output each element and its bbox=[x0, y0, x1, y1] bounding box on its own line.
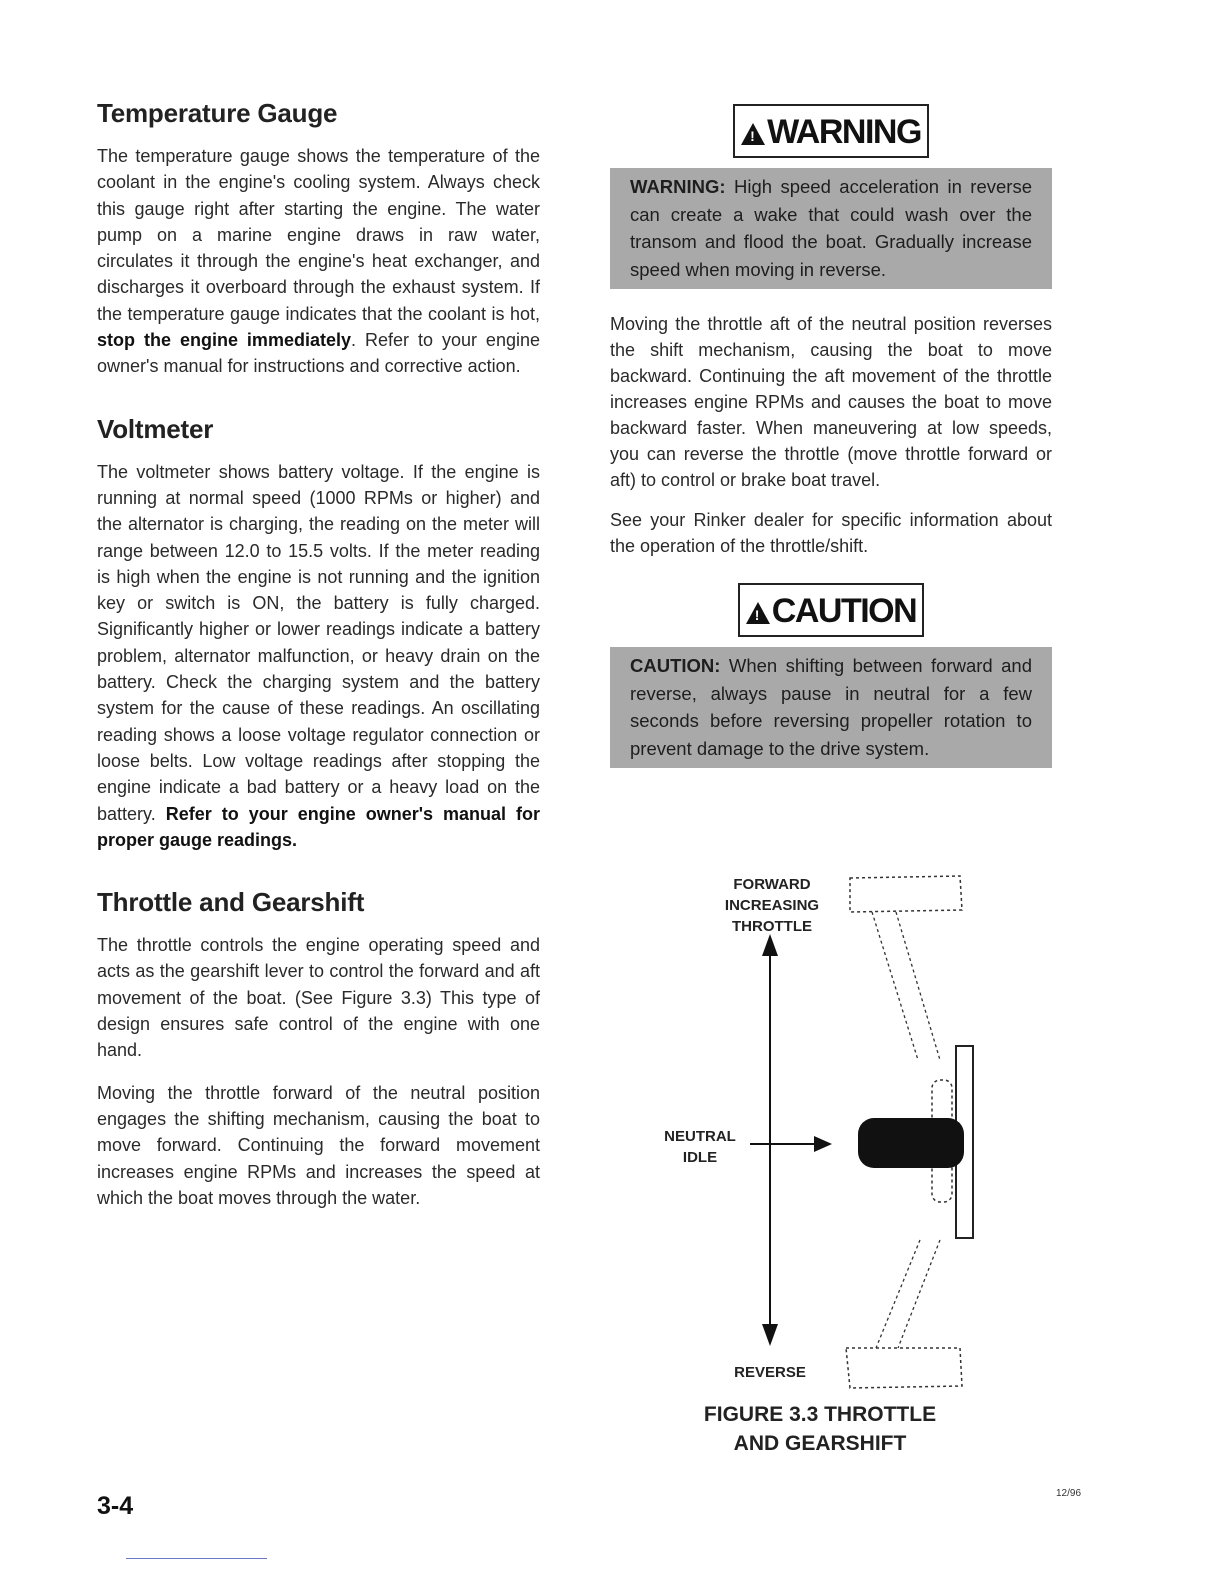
reverse-text: Moving the throttle aft of the neutral position reverses the shift mechanism, causing the boat to move backward. Continuing the aft movement of the throttle increases engine RPMs and causes the boat to move backward faster. When maneuvering at low speeds, you can reverse the throttle (move throttle forward or aft) to control or brake boat travel. bbox=[610, 314, 1052, 490]
up-arrow-head bbox=[762, 934, 778, 956]
voltmeter-heading: Voltmeter bbox=[97, 413, 214, 444]
down-arrow-head bbox=[762, 1324, 778, 1346]
left-column bbox=[97, 98, 540, 1211]
throttle-text-2: Moving the throttle forward of the neutral position engages the shifting mechanism, causing the boat to move forward. Continuing the forward movement increases engine RPMs and increases the speed at which the boat moves through the water. bbox=[97, 1082, 540, 1208]
warning-text: WARNING: High speed acceleration in reverse can create a wake that could wash over the transom and flood the boat. Gradually increase speed when moving in reverse. bbox=[630, 176, 1032, 280]
caution-label: CAUTION: bbox=[630, 655, 721, 676]
reverse-label: REVERSE bbox=[734, 1364, 806, 1381]
warning-box bbox=[610, 168, 1052, 289]
neutral-arrow-head bbox=[814, 1136, 832, 1152]
figure-caption: FIGURE 3.3 THROTTLE AND GEARSHIFT bbox=[703, 1403, 937, 1455]
throttle-text-1: The throttle controls the engine operating speed and acts as the gearshift lever to control the forward and aft movement of the boat. (See Figure 3.3) This type of design ensures safe control of the engine with one hand. bbox=[97, 935, 540, 1061]
warning-triangle-icon bbox=[741, 123, 765, 145]
forward-ghost-lever bbox=[872, 912, 940, 1060]
reverse-ghost-handle bbox=[846, 1348, 962, 1388]
reverse-ghost-lever bbox=[876, 1240, 940, 1348]
warning-label: WARNING: bbox=[630, 176, 726, 197]
caution-title: !CAUTION bbox=[738, 583, 924, 637]
warning-title: !WARNING bbox=[733, 104, 929, 158]
right-column bbox=[610, 104, 1052, 768]
date-code: 12/96 bbox=[1056, 1488, 1082, 1499]
neutral-label: NEUTRAL IDLE bbox=[664, 1128, 736, 1166]
temperature-gauge-heading: Temperature Gauge bbox=[97, 98, 338, 128]
stop-engine-emphasis: stop the engine immediately bbox=[97, 330, 351, 351]
forward-label: FORWARD INCREASING THROTTLE bbox=[724, 876, 820, 935]
throttle-gearshift-heading: Throttle and Gearshift bbox=[97, 887, 365, 918]
caution-box bbox=[610, 647, 1052, 768]
forward-ghost-handle bbox=[850, 876, 962, 912]
caution-triangle-icon bbox=[746, 602, 770, 624]
neutral-handle bbox=[858, 1118, 964, 1168]
underline-bar bbox=[126, 1558, 267, 1559]
throttle-figure bbox=[610, 860, 1052, 1480]
voltmeter-text: The voltmeter shows battery voltage. If the engine is running at normal speed (1000 RPMs or higher) and the alternator is charging, the reading on the meter will range between 12.0 to 15.5 volts. If the meter reading is high when the engine is not running and the ignition key or switch is ON, the battery is fully charged. Significantly higher or lower readings indicate a battery problem, alternator malfunction, or heavy drain on the battery. Check the charging system and the battery system for the cause of these readings. An oscillating reading shows a loose voltage regulator connection or loose belts. Low voltage readings after stopping the engine indicate a bad battery or a heavy load on the battery. Refer to your engine owner's manual for proper gauge readings. bbox=[97, 461, 541, 850]
temperature-gauge-text: The temperature gauge shows the temperature of the coolant in the engine's cooling system. Always check this gauge right after starting the engine. The water pump on a marine engine draws in raw water, circulates it through the engine's heat exchanger, and discharges it overboard through the exhaust system. If the temperature gauge indicates that the coolant is hot, stop the engine immediately. Refer to your engine owner's manual for instructions and corrective action. bbox=[97, 146, 540, 377]
gauge-readings-emphasis: Refer to your engine owner's manual for proper gauge readings. bbox=[97, 803, 541, 850]
caution-text: CAUTION: When shifting between forward and reverse, always pause in neutral for a few seconds before reversing propeller rotation to prevent damage to the drive system. bbox=[630, 655, 1032, 759]
page-number: 3-4 bbox=[97, 1492, 134, 1520]
dealer-text: See your Rinker dealer for specific information about the operation of the throttle/shift. bbox=[610, 510, 1052, 556]
